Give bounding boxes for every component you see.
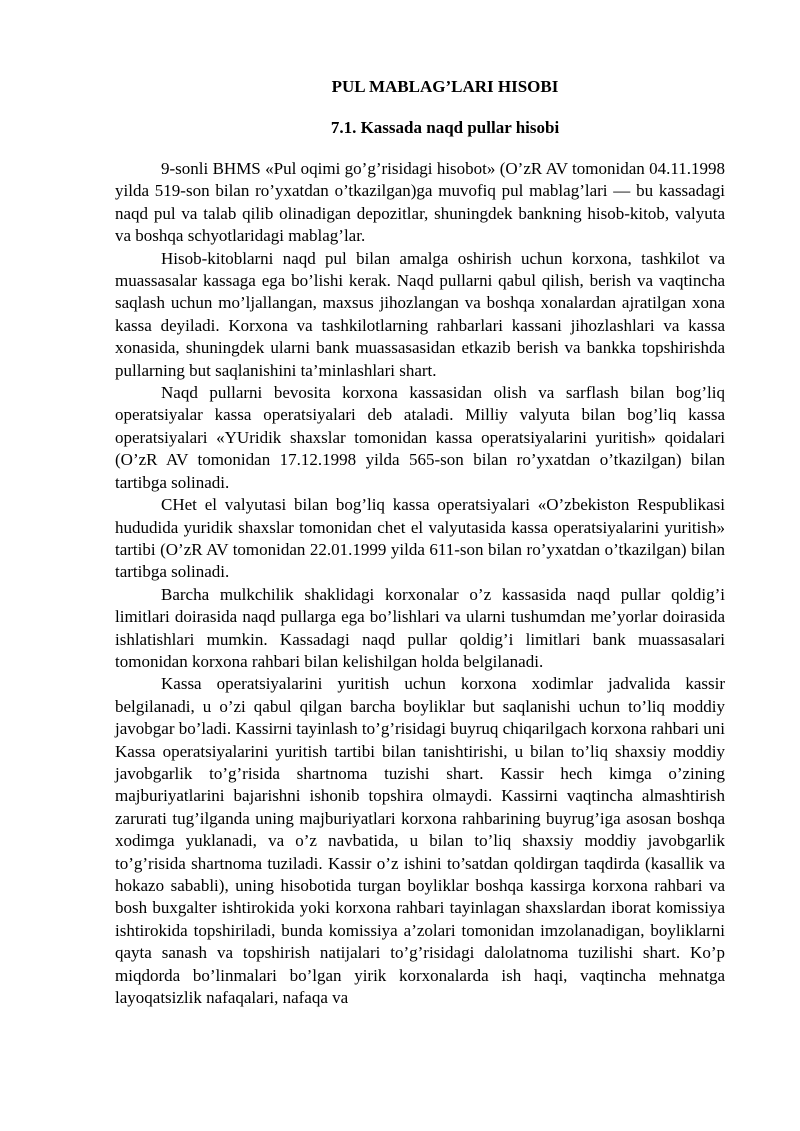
section-heading: 7.1. Kassada naqd pullar hisobi [330, 118, 560, 137]
page-title: PUL MABLAG’LARI HISOBI [331, 77, 559, 96]
paragraph: CHet el valyutasi bilan bog’liq kassa operatsiyalari «O’zbekiston Respublikasi hududida yuridik shaxslar tomonidan chet el valyutasida kassa operatsiyalarini yuritish» tartibi (O’zR AV tomonidan 22.01.1999 yilda 611-son bilan ro’yxatdan o’tkazilgan) bilan tartibga solinadi. [115, 495, 725, 582]
paragraph: Barcha mulkchilik shaklidagi korxonalar o’z kassasida naqd pullar qoldig’i limitlari doirasida naqd pullarga ega bo’lishlari va ularni tushumdan me’yorlar doirasida ishlatishlari mumkin. Kassadagi naqd pullar qoldig’i limitlari bank muassasalari tomonidan korxona rahbari bilan kelishilgan holda belgilanadi. [115, 584, 725, 671]
paragraph: 9-sonli BHMS «Pul oqimi go’g’risidagi hisobot» (O’zR AV tomonidan 04.11.1998 yilda 519-son bilan ro’yxatdan o’tkazilgan)ga muvofiq pul mablag’lari — bu kassadagi naqd pul va talab qilib olinadigan depozitlar, shuningdek bankning hisob-kitob, valyuta va boshqa schyotlaridagi mablag’lar. [115, 159, 725, 246]
paragraph: Naqd pullarni bevosita korxona kassasidan olish va sarflash bilan bog’liq operatsiyalar kassa operatsiyalari deb ataladi. Milliy valyuta bilan bog’liq kassa operatsiyalari «YUridik shaxslar tomonidan kassa operatsiyalarini yuritish» qoidalari (O’zR AV tomonidan 17.12.1998 yilda 565-son bilan ro’yxatdan o’tkazilgan) bilan tartibga solinadi. [115, 383, 725, 492]
document-page [115, 76, 725, 1009]
paragraph: Kassa operatsiyalarini yuritish uchun korxona xodimlar jadvalida kassir belgilanadi, u o’zi qabul qilgan barcha boyliklar but saqlanishi uchun to’liq moddiy javobgar bo’ladi. Kassirni tayinlash to’g’risidagi buyruq chiqarilgach korxona rahbari uni Kassa operatsiyalarini yuritish tartibi bilan tanishtirishi, u bilan to’liq shaxsiy moddiy javobgarlik to’g’risida shartnoma tuzishi shart. Kassir hech kimga o’zining majburiyatlarini bajarishni ishonib topshira olmaydi. Kassirni vaqtincha almashtirish zarurati tug’ilganda uning majburiyatlari korxona rahbarining buyrug’iga asosan boshqa xodimga yuklanadi, va o’z navbatida, u bilan to’liq shaxsiy moddiy javobgarlik to’g’risida shartnoma tuziladi. Kassir o’z ishini to’satdan qoldirgan taqdirda (kasallik va hokazo sababli), uning hisobotida turgan boyliklar boshqa kassirga korxona rahbari va bosh buxgalter ishtirokida yoki korxona rahbari tayinlagan shaxslardan iborat komissiya ishtirokida topshiriladi, bunda komissiya a’zolari tomonidan imzolanadigan, boyliklarni qayta sanash va topshirish natijalari to’g’risidagi dalolatnoma tuzilishi shart. Ko’p miqdorda bo’linmalari bo’lgan yirik korxonalarda ish haqi, vaqtincha mehnatga layoqatsizlik nafaqalari, nafaqa va [115, 674, 725, 1008]
paragraph: Hisob-kitoblarni naqd pul bilan amalga oshirish uchun korxona, tashkilot va muassasalar kassaga ega bo’lishi kerak. Naqd pullarni qabul qilish, berish va vaqtincha saqlash uchun mo’ljallangan, maxsus jihozlangan va boshqa xonalardan ajratilgan xona kassa deyiladi. Korxona va tashkilotlarning rahbarlari kassani jihozlashlari va kassa xonasida, shuningdek ularni bank muassasasidan etkazib berish va bankka topshirishda pullarning but saqlanishini ta’minlashlari shart. [115, 248, 725, 380]
